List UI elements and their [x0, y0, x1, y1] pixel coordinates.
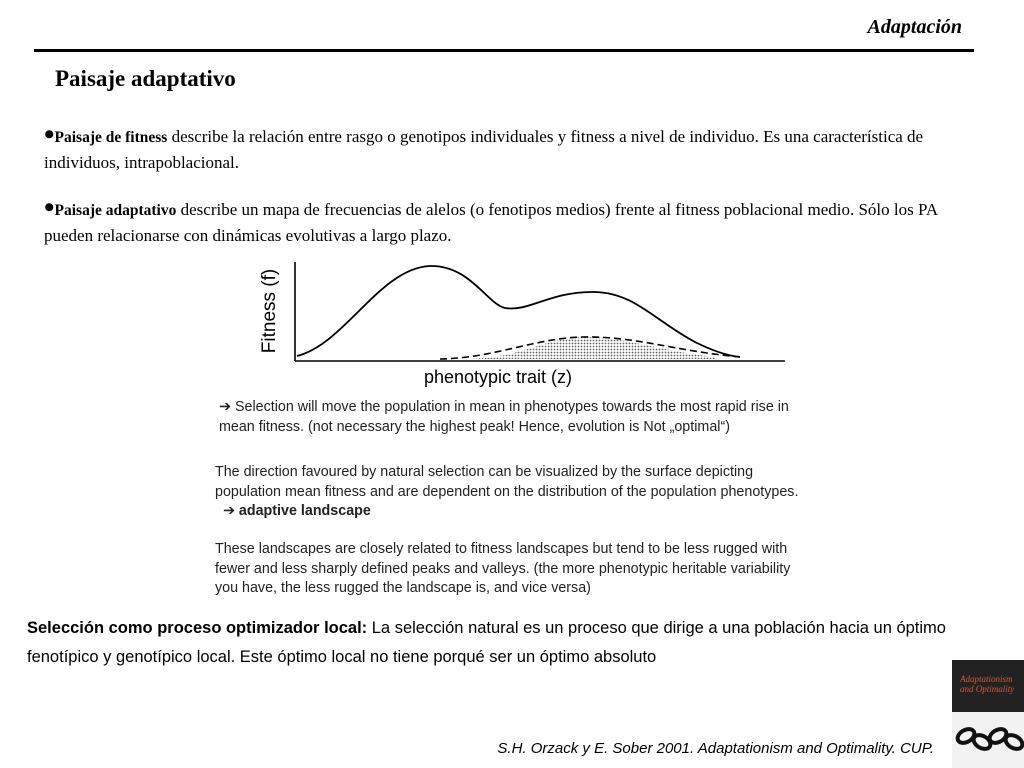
- arrow-right-icon: ➔: [222, 503, 235, 519]
- bullet-dot-icon: •: [44, 118, 55, 151]
- slide-title: Paisaje adaptativo: [55, 66, 236, 91]
- header-divider: [34, 49, 974, 52]
- conclusion-term: Selección como proceso optimizador local:: [27, 619, 368, 637]
- figure-text-direction: The direction favoured by natural selection can be visualized by the surface depicting population mean fitness and are dependent on the distribution of the population phenotypes. ➔ adaptive landscape: [215, 464, 799, 519]
- citation: S.H. Orzack y E. Sober 2001. Adaptationism and Optimality. CUP.: [497, 740, 934, 757]
- bullet-text: describe un mapa de frecuencias de alelos (o fenotipos medios) frente al fitness poblacional medio. Sólo los PA pueden relacionarse con dinámicas evolutivas a largo plazo.: [44, 200, 938, 245]
- figure-panel: [205, 246, 815, 598]
- bullet-adaptive-landscape: [44, 191, 944, 248]
- conclusion-text: Selección como proceso optimizador local: La selección natural es un proceso que dirige a una población hacia un óptimo fenotípico y genotípico local. Este óptimo local no tiene porqué ser un óptimo absoluto: [27, 619, 946, 666]
- book-title: Adaptationism and Optimality: [960, 674, 1015, 694]
- arrow-right-icon: ➔: [219, 399, 231, 415]
- adaptive-landscape-term: adaptive landscape: [238, 503, 371, 519]
- fitness-curve: [297, 266, 740, 357]
- figure-text-ruggedness: These landscapes are closely related to fitness landscapes but tend to be less rugged with fewer and less sharply defined peaks and valleys. (the more phenotypic heritable variability you have, the less rugged the landscape is, and vice versa): [215, 541, 791, 596]
- chain-illustration: [952, 712, 1024, 768]
- figure-text-selection: ➔ Selection will move the population in mean in phenotypes towards the most rapid rise in mean fitness. (not necessary the highest peak! Hence, evolution is Not „optimal“): [219, 399, 789, 435]
- bullet-dot-icon: •: [44, 191, 55, 224]
- header-title: Adaptación: [867, 16, 962, 38]
- book-cover-image: [952, 660, 1024, 768]
- bullet-term: Paisaje adaptativo: [54, 202, 177, 219]
- fitness-landscape-plot: [205, 246, 790, 408]
- bullet-fitness-landscape: [44, 118, 944, 175]
- bullet-term: Paisaje de fitness: [54, 129, 168, 146]
- y-axis-label: Fitness (f): [259, 268, 280, 354]
- population-distribution-area: [470, 337, 715, 359]
- x-axis-label: phenotypic trait (z): [423, 367, 573, 387]
- bullet-text: describe la relación entre rasgo o genotipos individuales y fitness a nivel de individuo. Es una característica de individuos, intrapoblacional.: [44, 127, 924, 172]
